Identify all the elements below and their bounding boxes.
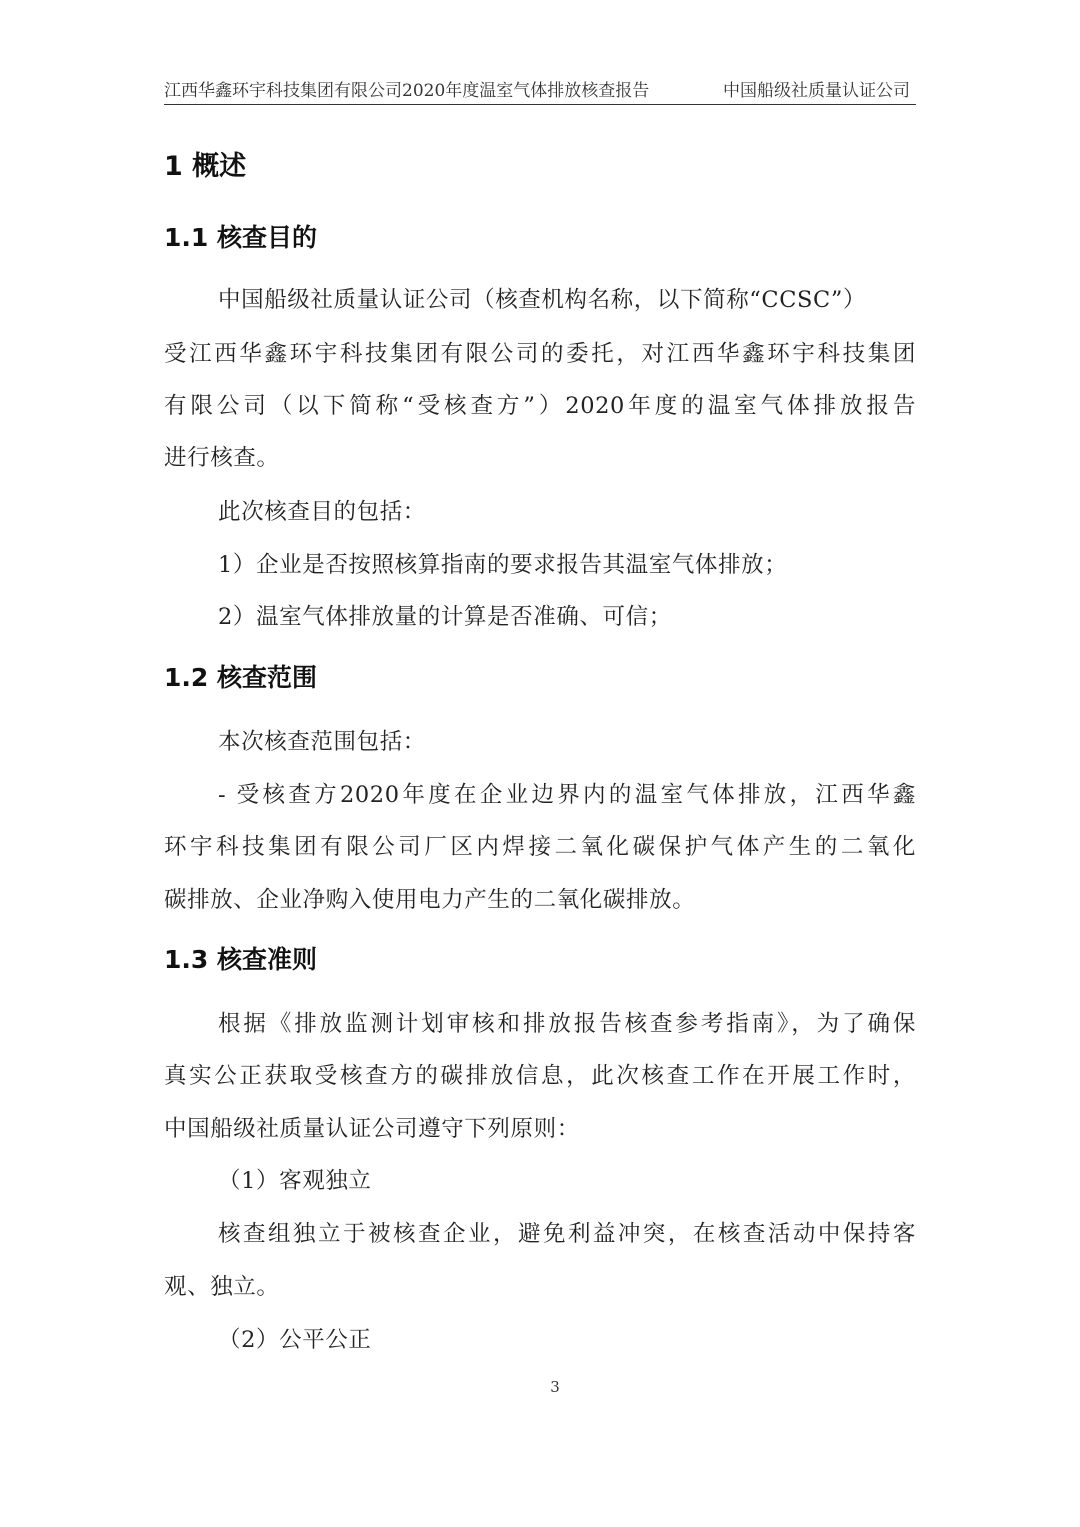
paragraph-line: 根据《排放监测计划审核和排放报告核查参考指南》，为了确保 <box>218 1011 916 1037</box>
header-organization: 中国船级社质量认证公司 <box>723 81 910 101</box>
paragraph-line: 碳排放、企业净购入使用电力产生的二氧化碳排放。 <box>164 887 696 913</box>
list-item: 1）企业是否按照核算指南的要求报告其温室气体排放； <box>218 552 788 578</box>
principle-heading: （2）公平公正 <box>218 1327 372 1353</box>
paragraph-line: 此次核查目的包括： <box>218 499 426 525</box>
paragraph-line: 环宇科技集团有限公司厂区内焊接二氧化碳保护气体产生的二氧化 <box>164 834 916 860</box>
section-1-1-heading: 1.1 核查目的 <box>164 223 317 252</box>
section-1-2-heading: 1.2 核查范围 <box>164 663 317 692</box>
paragraph-line: 观、独立。 <box>164 1274 280 1300</box>
list-item: 2）温室气体排放量的计算是否准确、可信； <box>218 604 672 630</box>
page-header <box>164 78 916 105</box>
paragraph-line: 真实公正获取受核查方的碳排放信息，此次核查工作在开展工作时， <box>164 1063 916 1089</box>
paragraph-line: 核查组独立于被核查企业，避免利益冲突，在核查活动中保持客 <box>218 1221 916 1247</box>
principle-heading: （1）客观独立 <box>218 1168 372 1194</box>
header-report-title: 江西华鑫环宇科技集团有限公司2020年度温室气体排放核查报告 <box>164 81 650 101</box>
paragraph-line: 中国船级社质量认证公司（核查机构名称，以下简称“CCSC”） <box>218 287 867 313</box>
paragraph-line: - 受核查方2020年度在企业边界内的温室气体排放，江西华鑫 <box>218 782 916 808</box>
section-1-3-heading: 1.3 核查准则 <box>164 945 317 974</box>
paragraph-line: 进行核查。 <box>164 445 280 471</box>
section-1-heading: 1 概述 <box>164 151 247 182</box>
paragraph-line: 受江西华鑫环宇科技集团有限公司的委托，对江西华鑫环宇科技集团 <box>164 341 916 367</box>
page-number: 3 <box>550 1378 560 1396</box>
paragraph-line: 本次核查范围包括： <box>218 729 426 755</box>
paragraph-line: 中国船级社质量认证公司遵守下列原则： <box>164 1116 580 1142</box>
paragraph-line: 有限公司（以下简称“受核查方”）2020年度的温室气体排放报告 <box>164 393 916 419</box>
